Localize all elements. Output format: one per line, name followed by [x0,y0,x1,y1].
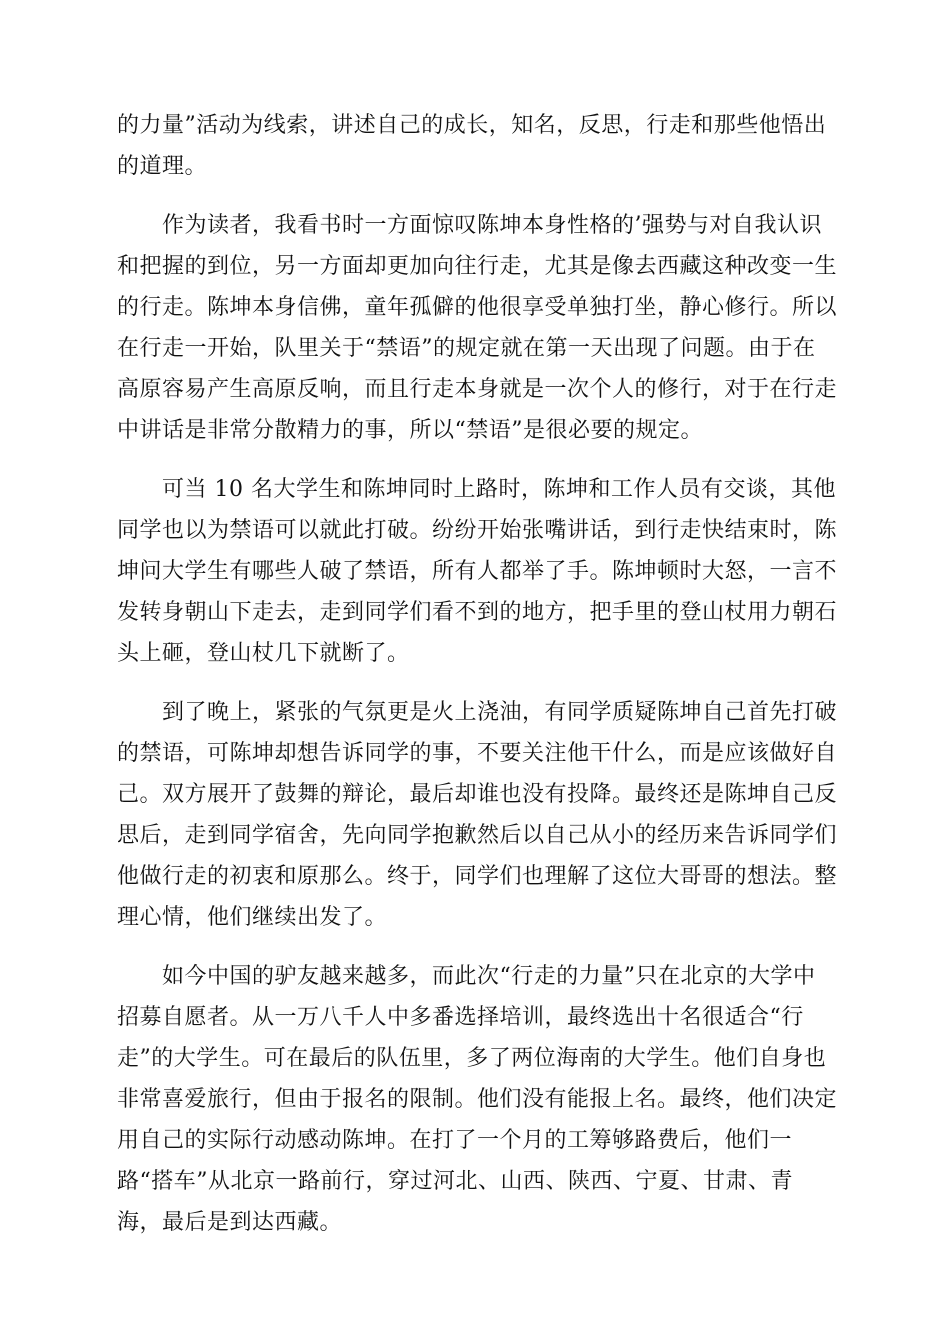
paragraph-1 [117,105,833,187]
text-line: 发转身朝山下走去，走到同学们看不到的地方，把手里的登山杖用力朝石 [117,600,838,625]
text-line: 到了晚上，紧张的气氛更是火上浇油，有同学质疑陈坤自己首先打破 [162,700,838,725]
paragraph-4 [117,692,838,938]
text-line: 理心情，他们继续出发了。 [117,905,388,930]
text-line: 海，最后是到达西藏。 [117,1210,343,1235]
text-line: 的力量”活动为线索，讲述自己的成长，知名，反思，行走和那些他悟出 [117,113,827,138]
text-line: 如今中国的驴友越来越多，而此次“行走的力量”只在北京的大学中 [162,964,816,989]
text-line: 的禁语，可陈坤却想告诉同学的事，不要关注他干什么，而是应该做好自 [117,741,838,766]
text-line: 坤问大学生有哪些人破了禁语，所有人都举了手。陈坤顿时大怒，一言不 [117,559,838,584]
text-line: 非常喜爱旅行，但由于报名的限制。他们没有能报上名。最终，他们决定 [117,1087,838,1112]
text-line: 头上砸，登山杖几下就断了。 [117,641,410,666]
text-line: 的道理。 [117,154,208,179]
text-line: 思后，走到同学宿舍，先向同学抱歉然后以自己从小的经历来告诉同学们 [117,823,838,848]
text-line: 用自己的实际行动感动陈坤。在打了一个月的工筹够路费后，他们一 [117,1128,793,1153]
paragraph-3 [117,469,838,674]
text-line: 己。双方展开了鼓舞的辩论，最后却谁也没有投降。最终还是陈坤自己反 [117,782,838,807]
text-line: 和把握的到位，另一方面却更加向往行走，尤其是像去西藏这种改变一生 [117,254,838,279]
text-line: 路“搭车”从北京一路前行，穿过河北、山西、陕西、宁夏、甘肃、青 [117,1169,793,1194]
text-line: 的行走。陈坤本身信佛，童年孤僻的他很享受单独打坐，静心修行。所以 [117,295,838,320]
text-line: 他做行走的初衷和原那么。终于，同学们也理解了这位大哥哥的想法。整 [117,864,838,889]
text-line: 招募自愿者。从一万八千人中多番选择培训，最终选出十名很适合“行 [117,1005,804,1030]
text-line: 同学也以为禁语可以就此打破。纷纷开始张嘴讲话，到行走快结束时，陈 [117,518,838,543]
paragraph-2 [117,205,838,451]
text-line: 中讲话是非常分散精力的事，所以“禁语”是很必要的规定。 [117,418,703,443]
text-line: 在行走一开始，队里关于“禁语”的规定就在第一天出现了问题。由于在 [117,336,816,361]
document-page [117,105,838,1261]
paragraph-5 [117,956,838,1243]
text-line: 高原容易产生高原反响，而且行走本身就是一次个人的修行，对于在行走 [117,377,838,402]
text-line: 可当 10 名大学生和陈坤同时上路时，陈坤和工作人员有交谈，其他 [162,477,836,502]
text-line: 作为读者，我看书时一方面惊叹陈坤本身性格的’强势与对自我认识 [162,213,822,238]
text-line: 走”的大学生。可在最后的队伍里，多了两位海南的大学生。他们自身也 [117,1046,827,1071]
